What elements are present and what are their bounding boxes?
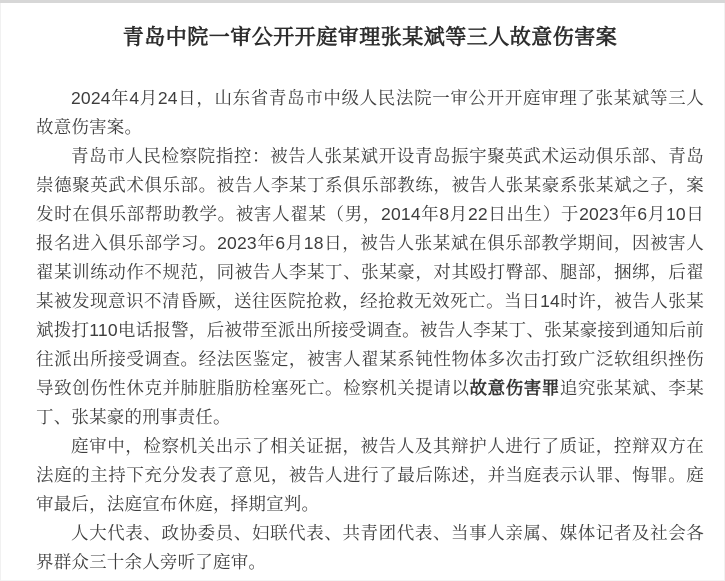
indictment-text-after-charge: 追究张某斌、李某丁、张某豪的刑事责任。 — [36, 378, 705, 427]
article-title: 青岛中院一审公开开庭审理张某斌等三人故意伤害案 — [122, 26, 618, 49]
indictment-text-before-charge: 青岛市人民检察院指控：被告人张某斌开设青岛振宇聚英武术运动俱乐部、青岛崇德聚英武术俱乐部。被告人李某丁系俱乐部教练，被告人张某豪系张某斌之子，案发时在俱乐部帮助教学。被害人翟某（男，2014年8月22日出生）于2023年6月10日报名进入俱乐部学习。2023年6月18日，被告人张某斌在俱乐部教学期间，因被害人翟某训练动作不规范，同被告人李某丁、张某豪，对其殴打臀部、腿部，捆绑，后翟某被发现意识不清昏厥，送往医院抢救，经抢救无效死亡。当日14时许，被告人张某斌拨打110电话报警，后被带至派出所接受调查。被告人李某丁、张某豪接到通知后前往派出所接受调查。经法医鉴定，被害人翟某系钝性物体多次击打致广泛软组织挫伤导致创伤性休克并肺脏脂肪栓塞死亡。检察机关提请以 — [36, 146, 704, 398]
paragraph-trial-process: 庭审中，检察机关出示了相关证据，被告人及其辩护人进行了质证，控辩双方在法庭的主持下充分发表了意见，被告人进行了最后陈述，并当庭表示认罪、悔罪。庭审最后，法庭宣布休庭，择期宣判。 — [36, 436, 704, 514]
paragraph-indictment — [36, 142, 704, 432]
paragraph-observers: 人大代表、政协委员、妇联代表、共青团代表、当事人亲属、媒体记者及社会各界群众三十余人旁听了庭审。 — [36, 523, 704, 572]
article-body — [36, 84, 704, 577]
crime-charge-bold: 故意伤害罪 — [469, 378, 560, 398]
paragraph-intro: 2024年4月24日，山东省青岛市中级人民法院一审公开开庭审理了张某斌等三人故意伤害案。 — [36, 88, 704, 137]
